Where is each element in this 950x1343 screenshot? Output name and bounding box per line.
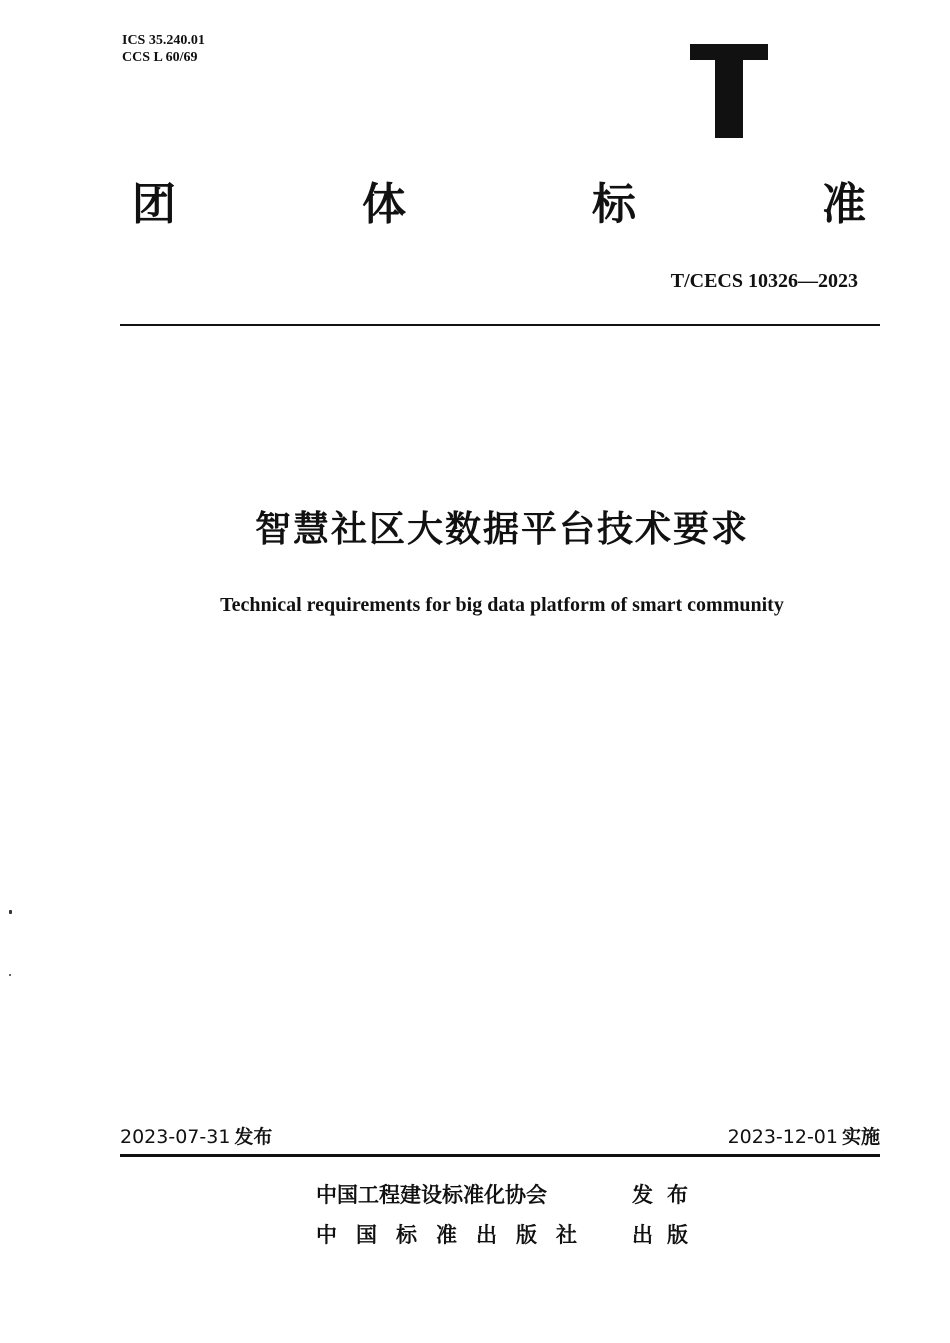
standard-type-char: 体 [362,179,406,230]
bottom-divider [120,1154,880,1157]
t-letter-logo-icon [690,44,768,138]
standard-type-char: 标 [592,179,636,230]
publish-date: 2023-07-31 [120,1126,231,1148]
standard-type-char: 团 [132,179,176,230]
publisher-role: 出版 [632,1223,702,1247]
standard-type-char: 准 [822,179,866,230]
scan-speck [9,974,11,976]
t-logo-stem [715,54,743,138]
implement-date-line [728,1124,880,1150]
standard-number: T/CECS 10326—2023 [670,270,858,292]
publish-date-line [120,1124,272,1150]
ccs-code: CCS L 60/69 [122,50,198,65]
publisher-name: 中国标准出版社 [316,1223,596,1247]
standard-type-heading [132,176,866,234]
implement-label: 实施 [841,1126,880,1148]
scan-speck [9,910,12,914]
publisher-name: 中国工程建设标准化协会 [316,1183,547,1207]
publisher-row [316,1221,702,1249]
title-chinese: 智慧社区大数据平台技术要求 [254,509,749,550]
classification-codes [122,32,205,66]
publish-label: 发布 [234,1126,273,1148]
publisher-role: 发布 [632,1183,702,1207]
ics-code: ICS 35.240.01 [122,33,205,48]
top-divider [120,324,880,326]
publisher-row [316,1181,702,1209]
title-english: Technical requirements for big data platform of smart community [220,594,784,616]
implement-date: 2023-12-01 [727,1126,838,1148]
